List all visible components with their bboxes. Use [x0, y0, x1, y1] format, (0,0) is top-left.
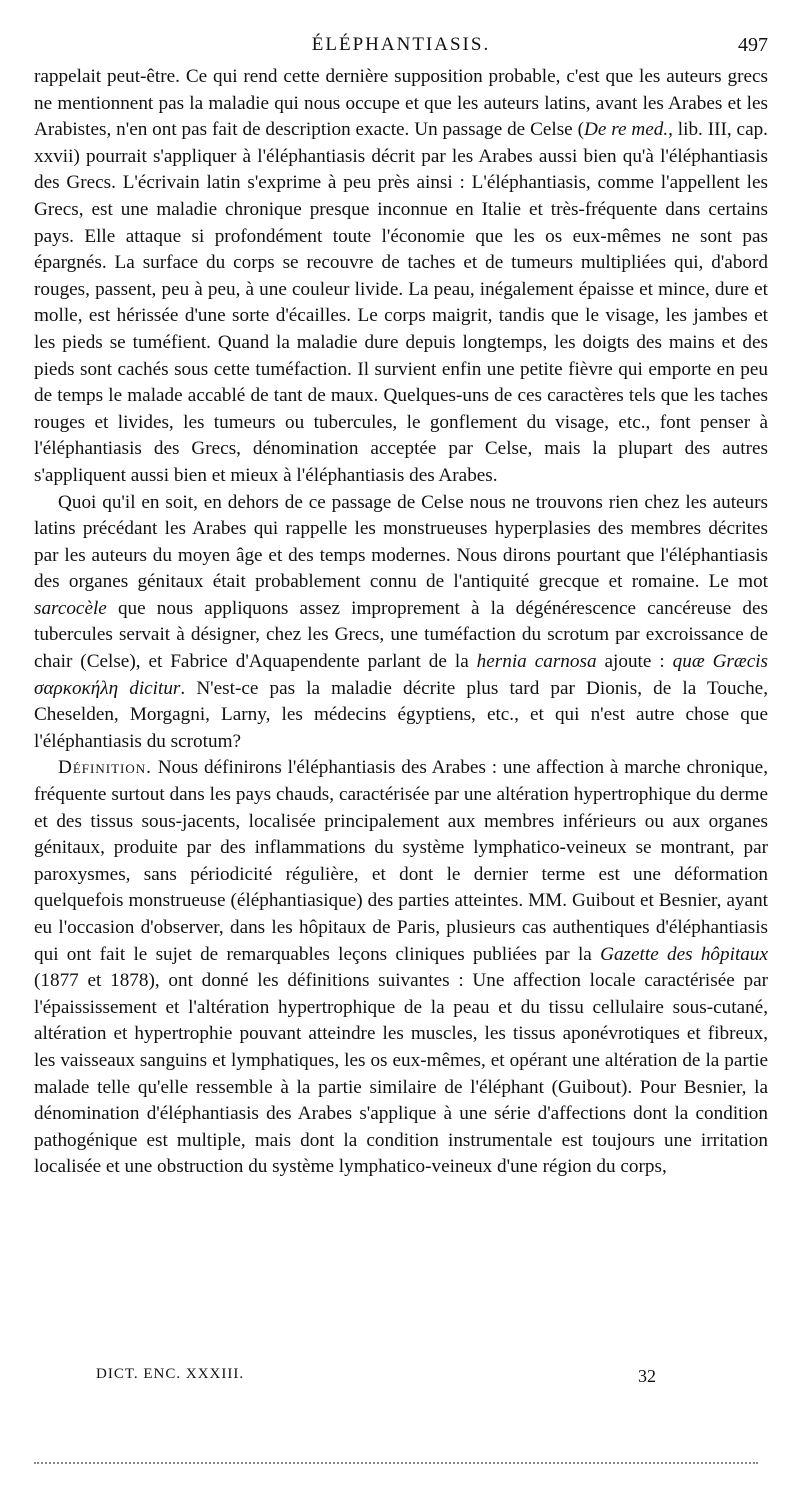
italic-term: sarcocèle	[34, 597, 107, 619]
running-head	[34, 34, 768, 58]
text-run: Nous définirons l'éléphantiasis des Arabes : une affection à marche chronique, fréquente surtout dans les pays chauds, caractérisée par une altération hypertrophique du derme et des tissus sous-jacents, localisée principalement aux membres inférieurs ou aux organes génitaux, produite par des inflammations du système lymphatico-veineux se montrant, par paroxysmes, sans périodicité régulière, et dont le dernier terme est une déformation quelquefois monstrueuse (éléphantiasique) des parties atteintes. MM. Guibout et Besnier, ayant eu l'occasion d'observer, dans les hôpitaux de Paris, plusieurs cas authentiques d'éléphantiasis qui ont fait le sujet de remarquables leçons cliniques publiées par la	[34, 757, 768, 965]
paragraph-celse	[34, 64, 768, 490]
running-title: ÉLÉPHANTIASIS.	[311, 34, 491, 55]
signature-number: 32	[638, 1366, 656, 1386]
book-page	[34, 0, 768, 1498]
text-run: . N'est-ce pas la maladie décrite plus tard par Dionis, de la Touche, Cheselden, Morgagni, Larny, les médecins égyptiens, etc., et qui n'est autre chose que l'éléphantiasis du scrotum?	[34, 677, 768, 752]
text-run: ajoute :	[596, 651, 673, 673]
italic-title: Gazette des hôpitaux	[600, 943, 768, 965]
section-heading: Définition.	[58, 757, 152, 779]
page-number: 497	[738, 34, 768, 56]
text-run: que nous appliquons assez improprement à la dégénérescence cancéreuse des tubercules servait à désigner, chez les Grecs, une tuméfaction du scrotum par excroissance de chair (Celse), et Fabrice d'Aquapendente parlant de la	[34, 597, 768, 673]
body-text	[34, 64, 768, 1181]
latin-quotation: quæ Græcis σαρκοκήλη dicitur	[34, 651, 769, 699]
page-footer	[34, 1366, 768, 1390]
text-run: , lib. III, cap. xxvii) pourrait s'appliquer à l'éléphantiasis décrit par les Arabes aussi bien qu'à l'éléphantiasis des Grecs. L'écrivain latin s'exprime à peu près ainsi : L'éléphantiasis, comme l'appellent les Grecs, est une maladie chronique presque inconnue en Italie et très-fréquente dans certains pays. Elle attaque si profondément toute l'économie que les os eux-mêmes ne sont pas épargnés. La surface du corps se recouvre de taches et de tumeurs multipliées qui, d'abord rouges, passent, peu à peu, à une couleur livide. La peau, inégalement épaisse et mince, dure et molle, est hérissée d'une sorte d'écailles. Le corps maigrit, tandis que le visage, les jambes et les pieds se tuméfient. Quand la maladie dure depuis longtemps, les doigts des mains et des pieds sont cachés sous cette tuméfaction. Il survient enfin une petite fièvre qui emporte en peu de temps le malade accablé de tant de maux. Quelques-uns de ces caractères tels que les taches rouges et livides, les tumeurs ou tubercules, le gonflement du visage, etc., font penser à l'éléphantiasis des Grecs, dénomination acceptée par Celse, mais la plupart des autres s'appliquent aussi bien et mieux à l'éléphantiasis des Arabes.	[34, 119, 768, 486]
text-run: Quoi qu'il en soit, en dehors de ce passage de Celse nous ne trouvons rien chez les auteurs latins précédant les Arabes qui rappelle les monstrueuses hyperplasies des membres décrites par les auteurs du moyen âge et des temps modernes. Nous dirons pourtant que l'éléphantiasis des organes génitaux était probablement connu de l'antiquité grecque et romaine. Le mot	[34, 491, 768, 593]
paragraph-definition	[34, 755, 768, 1181]
text-run: (1877 et 1878), ont donné les définitions suivantes : Une affection locale caractérisée par l'épaississement et l'altération hypertrophique de la peau et du tissu cellulaire sous-cutané, altération et hypertrophie pouvant atteindre les muscles, les tissus aponévrotiques et fibreux, les vaisseaux sanguins et lymphatiques, les os eux-mêmes, et opérant une altération de la partie malade telle qu'elle ressemble à la partie similaire de l'éléphant (Guibout). Pour Besnier, la dénomination d'éléphantiasis des Arabes s'applique à une série d'affections dont la condition pathogénique est multiple, mais dont la condition instrumentale est toujours une irritation localisée et une obstruction du système lymphatico-veineux d'une région du corps,	[34, 970, 768, 1178]
paragraph-antiquity	[34, 490, 768, 756]
text-run: rappelait peut-être. Ce qui rend cette dernière supposition probable, c'est que les auteurs grecs ne mentionnent pas la maladie qui nous occupe et que les auteurs latins, avant les Arabes et les Arabistes, n'en ont pas fait de description exacte. Un passage de Celse (	[34, 66, 768, 141]
italic-title: De re med.	[583, 119, 669, 141]
dotted-rule	[34, 1462, 758, 1464]
italic-term: hernia carnosa	[476, 651, 597, 673]
printer-signature: DICT. ENC. XXXIII.	[96, 1366, 245, 1382]
